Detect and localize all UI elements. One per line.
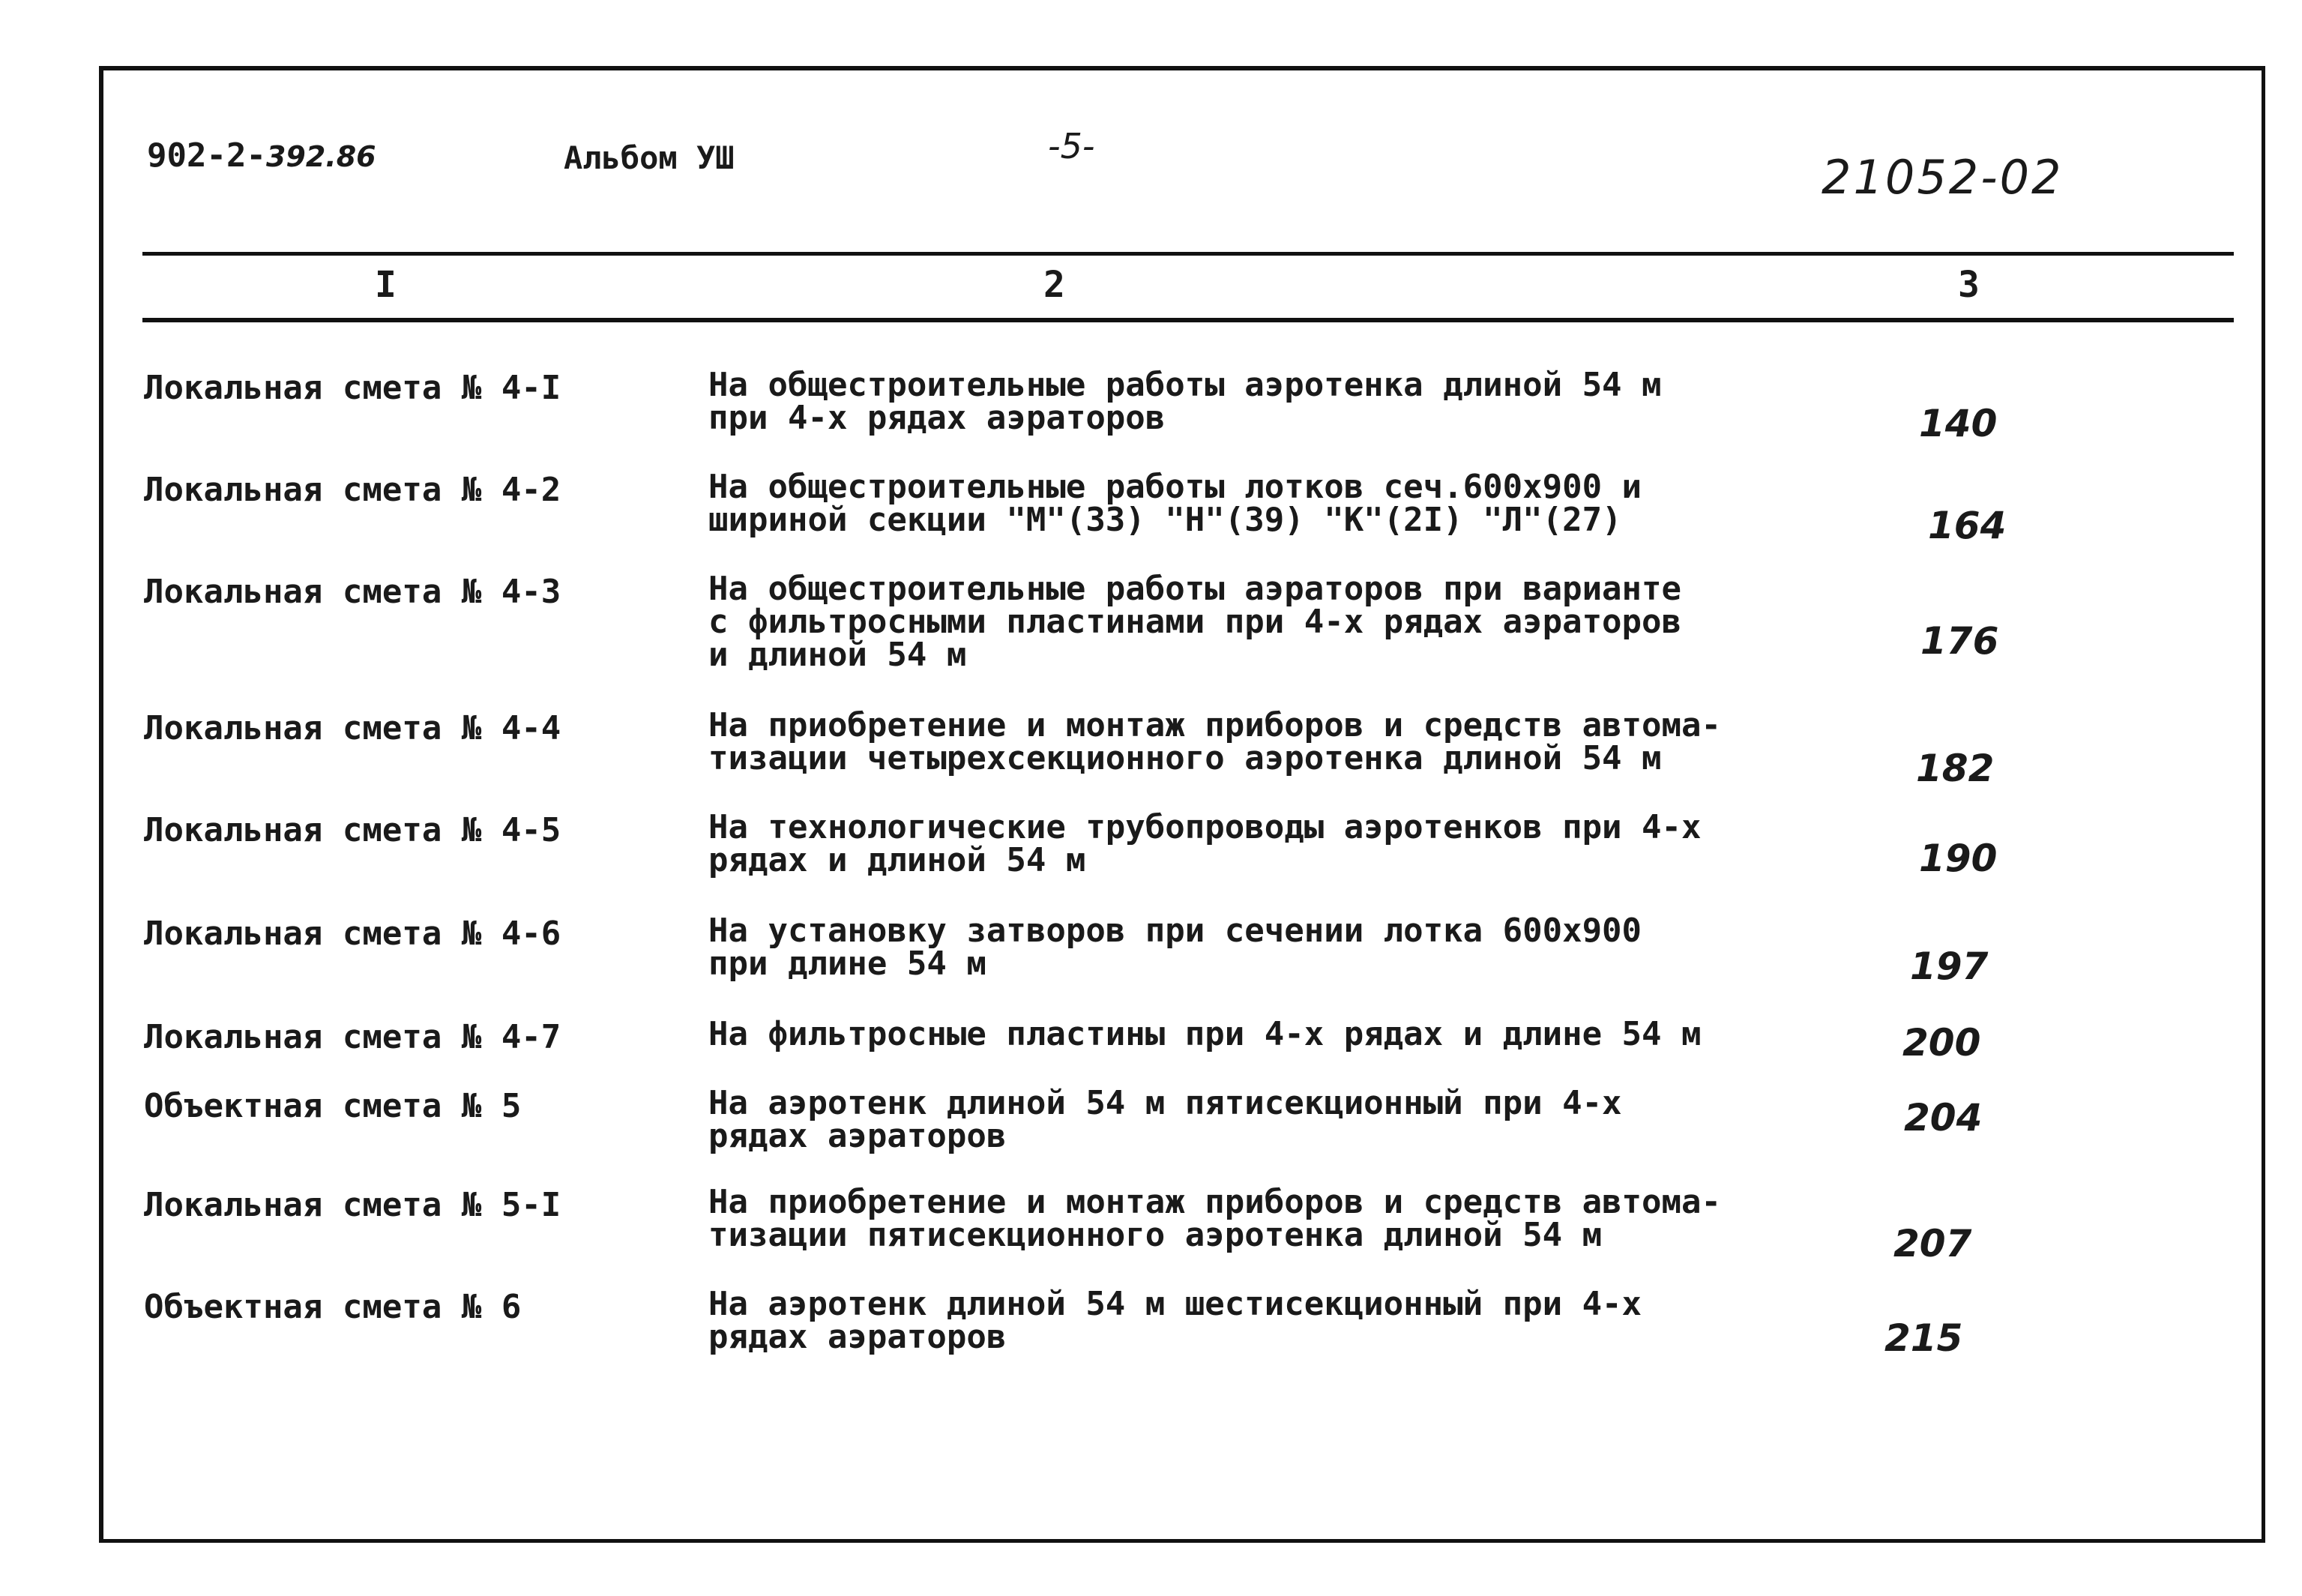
column-header-1: I (375, 264, 397, 306)
estimate-title: Локальная смета № 4-5 (144, 811, 561, 849)
code-prefix: 902-2- (147, 136, 266, 175)
estimate-page: 197 (1910, 945, 1989, 988)
document-code (147, 136, 376, 175)
column-header-2: 2 (1043, 264, 1065, 306)
document-number: 21052-02 (1822, 150, 2064, 205)
estimate-page: 176 (1920, 619, 1999, 663)
code-handwritten: 392.86 (265, 140, 376, 173)
estimate-title: Локальная смета № 4-3 (144, 573, 561, 611)
estimate-description: На общестроительные работы лотков сеч.600х900 и шириной секции "М"(33) "Н"(39) "К"(2I) "Л"(27) (708, 468, 1642, 539)
estimate-title: Локальная смета № 4-4 (144, 709, 561, 747)
estimate-description: На приобретение и монтаж приборов и средств автома- тизации четырехсекционного аэротенка длиной 54 м (708, 706, 1722, 777)
estimate-title: Локальная смета № 5-I (144, 1186, 561, 1224)
estimate-title: Объектная смета № 6 (144, 1288, 522, 1326)
estimate-description: На приобретение и монтаж приборов и средств автома- тизации пятисекционного аэротенка длиной 54 м (708, 1183, 1722, 1254)
estimate-description: На установку затворов при сечении лотка 600х900 при длине 54 м (708, 912, 1642, 983)
estimate-title: Объектная смета № 5 (144, 1087, 522, 1125)
estimate-description: На общестроительные работы аэраторов при варианте с фильтросными пластинами при 4-х рядах аэраторов и длиной 54 м (708, 570, 1682, 674)
estimate-title: Локальная смета № 4-2 (144, 471, 561, 509)
estimate-page: 190 (1919, 837, 1998, 880)
estimate-page: 164 (1928, 504, 2007, 547)
table-header-rule (142, 318, 2234, 322)
estimate-description: На общестроительные работы аэротенка длиной 54 м при 4-х рядах аэраторов (708, 366, 1662, 437)
album-label: Альбом УШ (564, 139, 735, 176)
estimate-description: На аэротенк длиной 54 м пятисекционный при 4-х рядах аэраторов (708, 1084, 1622, 1155)
table-top-rule (142, 252, 2234, 256)
estimate-title: Локальная смета № 4-I (144, 369, 561, 407)
estimate-page: 207 (1893, 1222, 1972, 1265)
page-number: -5- (1048, 126, 1095, 166)
estimate-page: 204 (1904, 1096, 1983, 1139)
estimate-page: 182 (1916, 747, 1995, 790)
estimate-description: На аэротенк длиной 54 м шестисекционный при 4-х рядах аэраторов (708, 1285, 1642, 1356)
estimate-title: Локальная смета № 4-6 (144, 915, 561, 953)
estimate-page: 140 (1919, 402, 1998, 445)
estimate-title: Локальная смета № 4-7 (144, 1018, 561, 1056)
column-header-3: 3 (1958, 264, 1980, 306)
estimate-description: На фильтросные пластины при 4-х рядах и длине 54 м (708, 1015, 1702, 1053)
estimate-page: 200 (1902, 1021, 1981, 1064)
estimate-page: 215 (1884, 1316, 1963, 1360)
estimate-description: На технологические трубопроводы аэротенков при 4-х рядах и длиной 54 м (708, 808, 1702, 879)
